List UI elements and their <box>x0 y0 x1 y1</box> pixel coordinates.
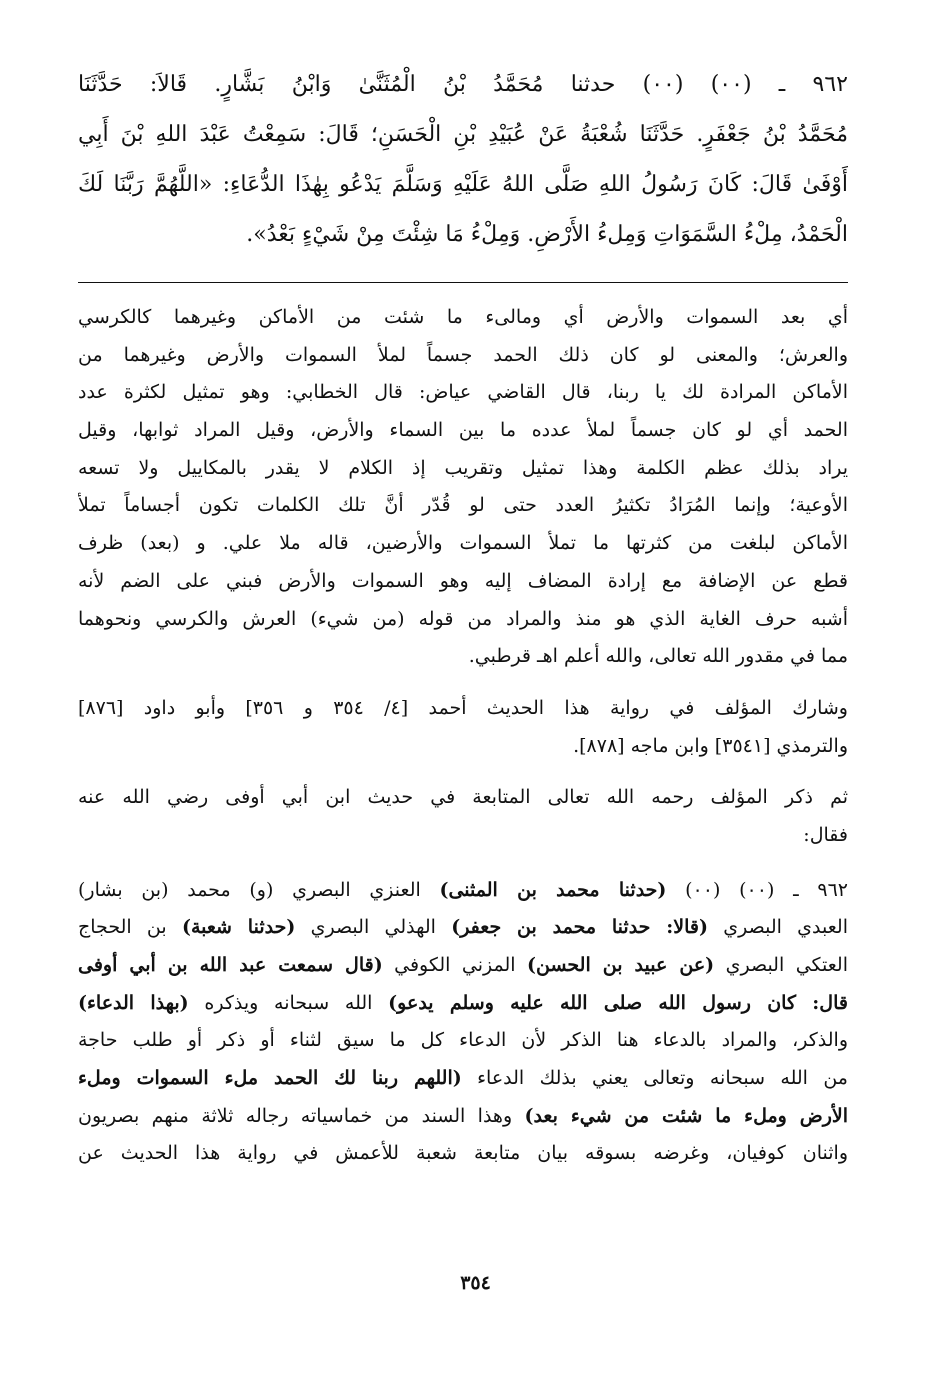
bold-hadith-text: (حدثنا محمد بن المثنى) <box>439 878 667 901</box>
text-line: يراد بذلك عظم الكلمة وهذا تمثيل وتقريب إذ الكلام لا يقدر بالمكاييل ولا تسعه <box>78 456 848 479</box>
plain-text: وهذا السند من خماسياته رجاله ثلاثة منهم بصريون <box>78 1104 525 1127</box>
bold-hadith-text: (حدثنا شعبة) <box>181 916 296 939</box>
plain-text: الله سبحانه ويذكره <box>188 991 389 1014</box>
hadith-line: ٩٦٢ ـ (٠٠) (٠٠) حدثنا مُحَمَّدُ بْنُ الْمُثَنَّىٰ وَابْنُ بَشَّارٍ. قَالاَ: حَدَّثَنَا <box>78 72 848 97</box>
hadith-line: الْحَمْدُ، مِلْءُ السَّمَوَاتِ وَمِلءُ الأَرْضِ. وَمِلْءُ مَا شِئْتَ مِنْ شَيْءٍ بَعْدُ». <box>246 222 848 247</box>
text-line: الحمد أي لو كان جسماً لملأ عدده ما بين السماء والأرض، وقيل المراد ثوابها، وقيل <box>78 419 848 442</box>
text-line: قطع عن الإضافة مع إرادة المضاف إليه وهو السموات والأرض فبني على الضم لأنه <box>78 569 848 592</box>
section-divider <box>78 282 848 283</box>
text-line <box>78 1098 848 1136</box>
text-line: والترمذي [٣٥٤١] وابن ماجه [٨٧٨]. <box>573 734 848 757</box>
bold-hadith-text: الأرض وملء ما شئت من شيء بعد) <box>524 1104 848 1127</box>
text-line: الأماكن لبلغت من كثرتها ما تملأ السموات والأرضين، قاله ملا علي. و (بعد) ظرف <box>78 532 848 555</box>
text-line: والذكر، والمراد بالدعاء هنا الذكر لأن الدعاء كل ما سيق لثناء أو ذكر أو طلب حاجة <box>78 1029 848 1052</box>
plain-text: ٩٦٢ ـ (٠٠) (٠٠) <box>666 878 848 901</box>
plain-text: بن الحجاج <box>78 916 182 939</box>
plain-text: الهذلي البصري <box>295 916 452 939</box>
text-line <box>78 947 848 985</box>
paragraph-gap <box>78 676 848 690</box>
commentary-paragraph-2 <box>78 690 848 765</box>
bold-hadith-text: (عن عبيد بن الحسن) <box>527 954 715 976</box>
page-number: ٣٥٤ <box>460 1272 491 1294</box>
bold-hadith-text: (بهذا الدعاء) <box>78 991 189 1014</box>
text-line: واثنان كوفيان، وغرضه بسوقه بيان متابعة شعبة للأعمش في رواية هذا الحديث عن <box>78 1142 848 1165</box>
text-line: أي بعد السموات والأرض أي ومالىء ما شئت من الأماكن وغيرهما كالكرسي <box>78 306 848 328</box>
bold-hadith-text: (قالا: حدثنا محمد بن جعفر) <box>451 916 708 939</box>
commentary-text <box>78 299 848 1173</box>
bold-hadith-text: (قال سمعت عبد الله بن أبي أوفى <box>78 954 383 976</box>
text-line: الأماكن المرادة لك يا ربنا، قال القاضي عياض: قال الخطابي: وهو تمثيل لكثرة عدد <box>78 381 848 404</box>
plain-text: من الله سبحانه وتعالى يعني بذلك الدعاء <box>461 1067 848 1090</box>
bold-hadith-text: (اللهم ربنا لك الحمد ملء السموات وملء <box>78 1067 462 1090</box>
hadith-line: مُحَمَّدُ بْنُ جَعْفَرٍ. حَدَّثَنَا شُعْبَةُ عَنْ عُبَيْدِ بْنِ الْحَسَنِ؛ قَالَ: سَمِعْتُ عَبْدَ اللهِ بْنَ أَبِي <box>78 122 848 147</box>
commentary-paragraph-4 <box>78 872 848 1174</box>
bold-hadith-text: قال: كان رسول الله صلى الله عليه وسلم يدعو) <box>388 991 848 1014</box>
text-line: وشارك المؤلف في رواية هذا الحديث أحمد [٤/ ٣٥٤ و ٣٥٦] وأبو داود [٨٧٦] <box>78 696 848 719</box>
text-line: مما في مقدور الله تعالى، والله أعلم اهـ قرطبي. <box>468 645 848 668</box>
plain-text: العنزي البصري (و) محمد (بن بشار) <box>78 878 440 901</box>
text-line <box>78 985 848 1023</box>
hadith-text <box>78 60 848 260</box>
text-line: ثم ذكر المؤلف رحمه الله تعالى المتابعة في حديث ابن أبي أوفى رضي الله عنه <box>78 786 848 809</box>
plain-text: العبدي البصري <box>707 916 848 939</box>
paragraph-gap <box>78 765 848 779</box>
plain-text: العتكي البصري <box>714 954 848 976</box>
commentary-paragraph-3 <box>78 779 848 854</box>
text-line: الأوعية؛ وإنما المُرَادُ تكثيرُ العدد حتى لو قُدّر أنَّ تلك الكلمات تكون أجساماً تملأ <box>78 494 848 517</box>
text-line: فقال: <box>803 823 848 846</box>
book-page <box>78 60 848 1173</box>
commentary-paragraph-1 <box>78 299 848 676</box>
text-line: والعرش؛ والمعنى لو كان ذلك الحمد جسماً لملأ السموات والأرض وغيرهما من <box>78 343 848 366</box>
text-line <box>78 909 848 947</box>
text-line: أشبه حرف الغاية الذي هو منذ والمراد من قوله (من شيء) العرش والكرسي ونحوهما <box>78 607 848 630</box>
paragraph-gap <box>78 855 848 872</box>
plain-text: المزني الكوفي <box>382 954 528 976</box>
text-line <box>78 872 848 910</box>
hadith-line: أَوْفَىٰ قَالَ: كَانَ رَسُولُ اللهِ صَلَّى اللهُ عَلَيْهِ وَسَلَّمَ يَدْعُو بِهٰذَا الدُّعَاءِ: «اللَّهُمَّ رَبَّنَا لَكَ <box>78 172 848 197</box>
text-line <box>78 1060 848 1098</box>
